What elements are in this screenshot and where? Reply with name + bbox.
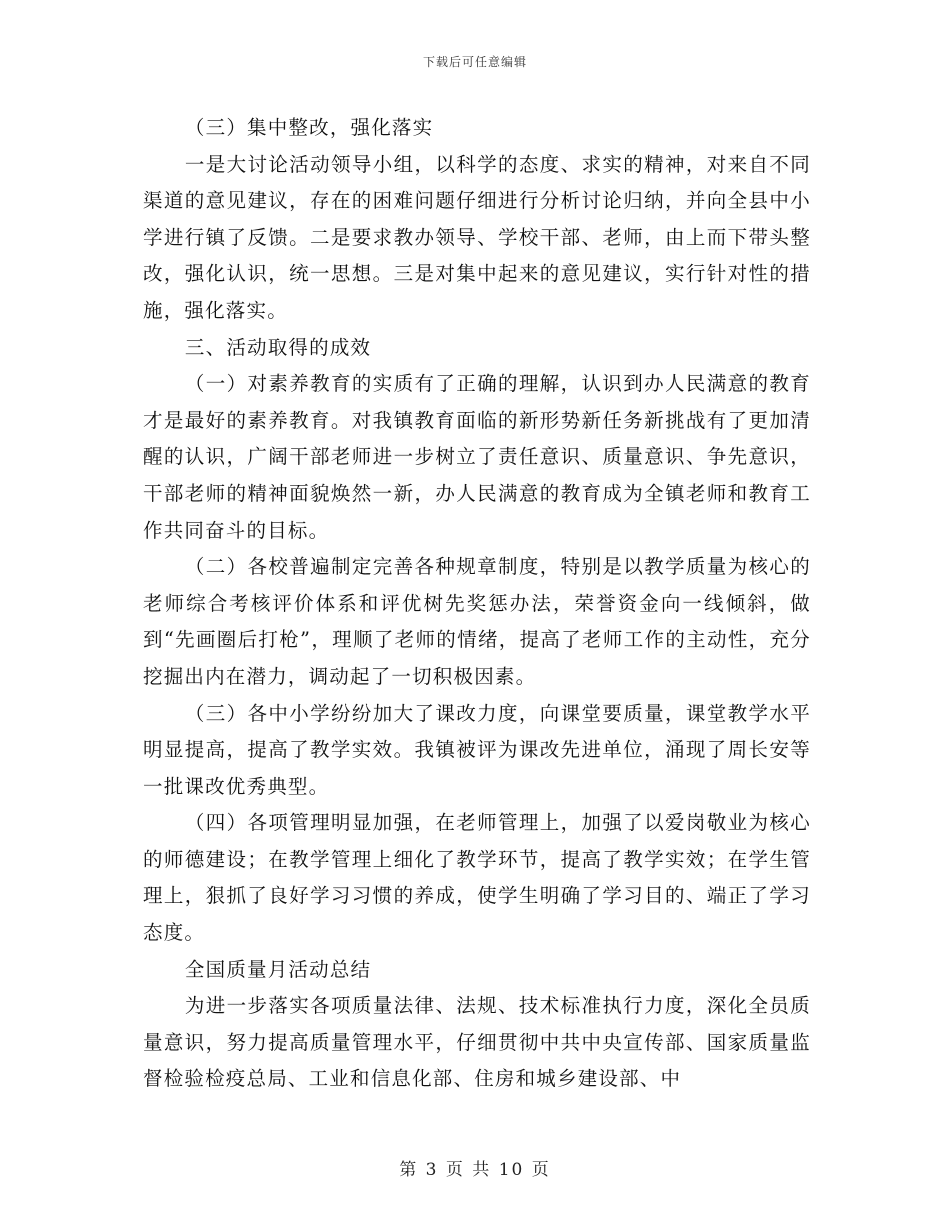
page-footer: 第 3 页 共 10 页 [399, 1160, 551, 1180]
body-paragraph: （二）各校普遍制定完善各种规章制度，特别是以教学质量为核心的老师综合考核评价体系和评优树先奖惩办法，荣誉资金向一线倾斜，做到“先画圈后打枪”，理顺了老师的情绪，提高了老师工作的主动性，充分挖掘出内在潜力，调动起了一切积极因素。 [143, 555, 811, 688]
document-body [143, 110, 811, 1098]
section-heading-concentrated-rectification: （三）集中整改，强化落实 [184, 116, 434, 139]
body-paragraph: 一是大讨论活动领导小组，以科学的态度、求实的精神，对来自不同渠道的意见建议，存在的困难问题仔细进行分析讨论归纳，并向全县中小学进行镇了反馈。二是要求教办领导、学校干部、老师，由上而下带头整改，强化认识，统一思想。三是对集中起来的意见建议，实行针对性的措施，强化落实。 [143, 152, 811, 322]
body-paragraph: （一）对素养教育的实质有了正确的理解，认识到办人民满意的教育才是最好的素养教育。对我镇教育面临的新形势新任务新挑战有了更加清醒的认识，广阔干部老师进一步树立了责任意识、质量意识、争先意识，干部老师的精神面貌焕然一新，办人民满意的教育成为全镇老师和教育工作共同奋斗的目标。 [143, 372, 811, 542]
page-header: 下载后可任意编辑 [422, 55, 527, 69]
body-paragraph: 为进一步落实各项质量法律、法规、技术标准执行力度，深化全员质量意识，努力提高质量管理水平，仔细贯彻中共中央宣传部、国家质量监督检验检疫总局、工业和信息化部、住房和城乡建设部、中 [143, 994, 811, 1091]
body-paragraph: （四）各项管理明显加强，在老师管理上，加强了以爱岗敬业为核心的师德建设；在教学管理上细化了教学环节，提高了教学实效；在学生管理上，狠抓了良好学习习惯的养成，使学生明确了学习目的、端正了学习态度。 [143, 811, 811, 945]
section-title-quality-month: 全国质量月活动总结 [184, 957, 372, 981]
body-paragraph: （三）各中小学纷纷加大了课改力度，向课堂要质量，课堂教学水平明显提高，提高了教学实效。我镇被评为课改先进单位，涌现了周长安等一批课改优秀典型。 [143, 701, 811, 798]
section-heading-results: 三、活动取得的成效 [184, 335, 372, 359]
